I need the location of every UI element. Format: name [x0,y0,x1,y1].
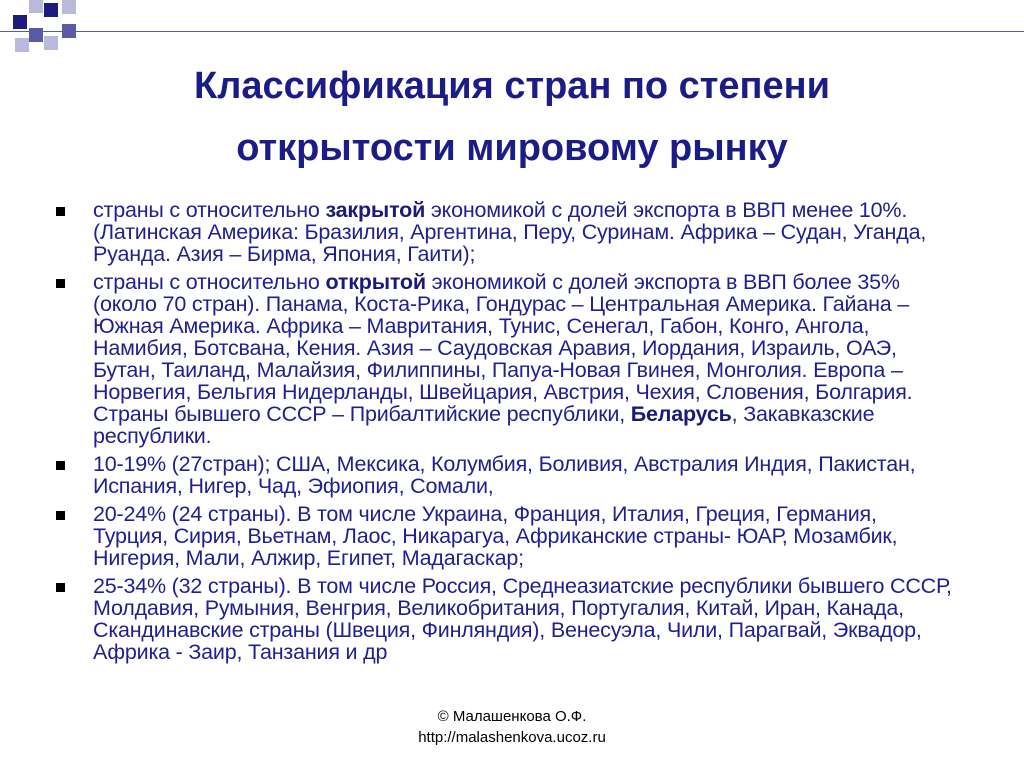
bullet-icon [56,511,65,520]
item-text: страны с относительно [93,198,326,222]
list-item [55,199,955,265]
bullet-icon [56,461,65,470]
title-line-2: открытости мировому рынку [236,127,788,169]
deco-square [62,0,76,14]
list-item [55,453,955,497]
deco-square [29,0,43,13]
deco-square [13,15,27,29]
footer-author: © Малашенкова О.Ф. [437,708,587,725]
deco-line [0,31,1024,32]
item-text: 25-34% (32 страны). В том числе Россия, Среднеазиатские республики бывшего СССР, Молдавия, Румыния, Венгрия, Великобритания, Португалия, Китай, Иран, Канада, Скандинавские страны (Швеция, Финляндия), Венесуэла, Чили, Парагвай, Эквадор, Африка - Заир, Танзания и др [93,574,952,664]
item-text: экономикой с долей экспорта в ВВП менее 10%. (Латинская Америка: Бразилия, Аргентина, Перу, Суринам. Африка – Судан, Уганда, Руанда. Азия – Бирма, Япония, Гаити); [93,198,927,266]
list-item [55,503,955,569]
item-bold: Беларусь [630,402,732,426]
bullet-list [55,199,955,669]
item-bold: закрытой [325,198,426,222]
item-text: 10-19% (27стран); США, Мексика, Колумбия, Боливия, Австралия Индия, Пакистан, Испания, Нигер, Чад, Эфиопия, Сомали, [93,452,916,498]
item-bold: открытой [325,270,426,294]
item-text: , Закавказские республики. [93,402,875,448]
deco-square [15,38,29,52]
bullet-icon [56,207,65,216]
bullet-icon [56,583,65,592]
footer [360,706,664,748]
item-text: 20-24% (24 страны). В том числе Украина, Франция, Италия, Греция, Германия, Турция, Сирия, Вьетнам, Лаос, Никарагуа, Африканские страны- ЮАР, Мозамбик, Нигерия, Мали, Алжир, Египет, Мадагаскар; [93,502,898,570]
item-text: страны с относительно [93,270,326,294]
deco-square [44,3,58,17]
title-line-1: Классификация стран по степени [194,65,830,107]
list-item [55,575,955,663]
list-item [55,271,955,447]
item-text: экономикой с долей экспорта в ВВП более 35% (около 70 стран). Панама, Коста-Рика, Гондурас – Центральная Америка. Гайана – Южная Америка. Африка – Мавритания, Тунис, Сенегал, Габон, Конго, Ангола, Намибия, Ботсвана, Кения. Азия – Саудовская Аравия, Иордания, Израиль, ОАЭ, Бутан, Таиланд, Малайзия, Филиппины, Папуа-Новая Гвинея, Монголия. Европа – Норвегия, Бельгия Нидерланды, Швейцария, Австрия, Чехия, Словения, Болгария. Страны бывшего СССР – Прибалтийские республики, [93,270,913,426]
deco-square [44,36,58,50]
slide-title [80,55,944,179]
bullet-icon [56,279,65,288]
footer-url: http://malashenkova.ucoz.ru [418,729,606,746]
